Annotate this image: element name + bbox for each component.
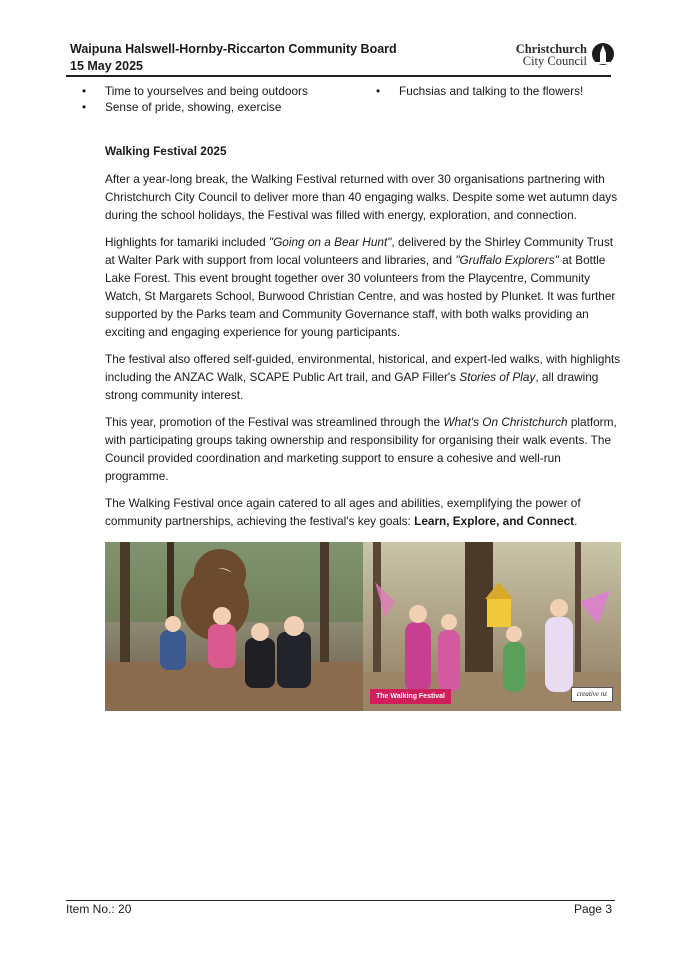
creative-communities-logo: creative nz: [571, 687, 613, 702]
meeting-date: 15 May 2025: [70, 59, 143, 73]
paragraph-3: The festival also offered self-guided, environmental, historical, and expert-led walks, with highlights including the ANZAC Walk, SCAPE Public Art trail, and GAP Filler's Stories of Play, all drawing strong community interest.: [105, 352, 621, 402]
logo-line-2: City Council: [522, 54, 587, 68]
page-header: [70, 40, 615, 76]
item-number: Item No.: 20: [66, 902, 132, 916]
section-heading: Walking Festival 2025: [105, 144, 227, 158]
logo-line-1: Christchurch: [515, 42, 587, 56]
paragraph-5: The Walking Festival once again catered to all ages and abilities, exemplifying the power of community partnerships, achieving the festival's key goals: Learn, Explore, and Connect.: [105, 496, 581, 528]
header-divider: [66, 75, 611, 77]
paragraph-1: After a year-long break, the Walking Festival returned with over 30 organisations partnering with Christchurch City Council to deliver more than 40 engaging walks. Despite some wet autumn days during the school holidays, the Festival was filled with energy, exploration, and connection.: [105, 172, 618, 222]
footer-divider: [66, 900, 615, 901]
list-item: • Fuchsias and talking to the flowers!: [376, 84, 584, 98]
paragraph-2: Highlights for tamariki included "Going on a Bear Hunt", delivered by the Shirley Community Trust at Walter Park with support from local volunteers and libraries, and "Gruffalo Explorers" at Bottle Lake Forest. This event brought together over 30 volunteers from the Playcentre, Community Watch, St Margarets School, Burwood Christian Centre, and was hosted by Plunket. It was further supported by the Parks team and Community Governance staff, with both walks providing an exciting and engaging experience for young participants.: [105, 235, 616, 339]
list-item: • Time to yourselves and being outdoors: [82, 84, 308, 98]
page-number: Page 3: [573, 902, 612, 916]
list-item: • Sense of pride, showing, exercise: [82, 100, 282, 114]
walking-festival-badge: The Walking Festival: [370, 689, 451, 704]
paragraph-4: This year, promotion of the Festival was streamlined through the What's On Christchurch platform, with participating groups taking ownership and responsibility for organising their walk events. The Council provided coordination and marketing support to ensure a cohesive and well-run programme.: [105, 415, 617, 483]
festival-photo: [105, 542, 621, 711]
board-title: Waipuna Halswell-Hornby-Riccarton Community Board: [70, 42, 397, 56]
council-logo: [516, 40, 615, 70]
walking-festival-section: [105, 142, 621, 539]
cathedral-icon: [591, 42, 615, 68]
